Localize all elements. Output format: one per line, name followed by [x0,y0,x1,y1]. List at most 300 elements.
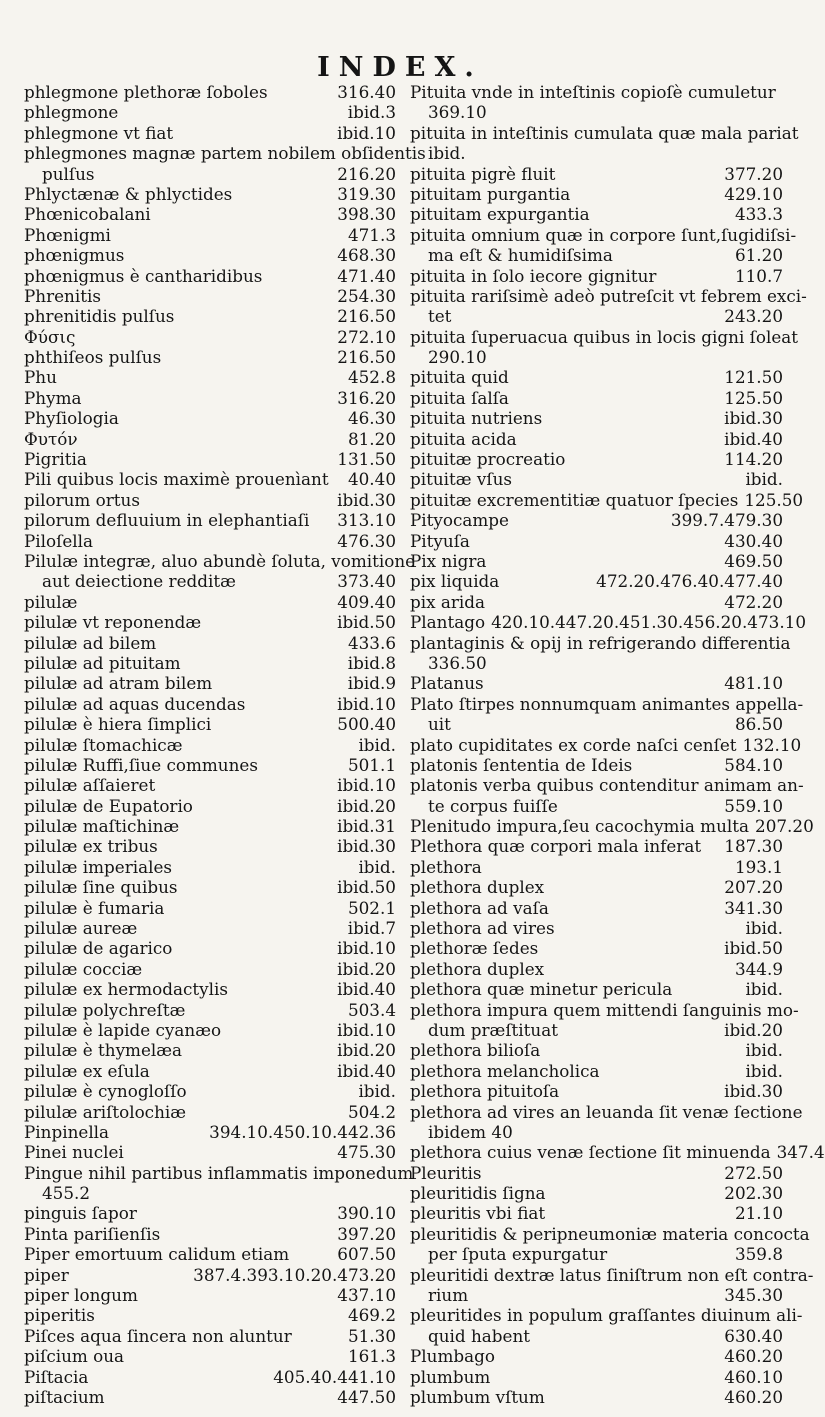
index-term: pituitam expurgantia [410,204,590,225]
page-reference: 460.10 [724,1366,783,1387]
index-term: plethora bilioſa [410,1040,541,1061]
index-entry [410,918,783,938]
page-reference: ibid.40 [724,428,783,449]
index-term: pituitam purgantia [410,183,571,204]
index-term: plantaginis & opij in refrigerando differentia [410,632,791,653]
index-term: piper [24,1264,69,1285]
page-reference: 630.40 [724,1325,783,1346]
index-entry [24,1061,396,1081]
page-reference: 344.9 [734,958,783,979]
index-entry [410,898,783,918]
index-entry [410,1183,783,1203]
page-reference: 272.50 [724,1162,783,1183]
index-term: pituita nutriens [410,408,543,429]
page-reference: ibid.50 [724,938,783,959]
page-reference: ibid.8 [347,652,396,673]
index-term: Phrenitis [24,285,101,306]
index-term: pilulæ polychreſtæ [24,999,186,1020]
index-term: pituita in ſolo iecore gignitur [410,265,657,286]
index-term: pleuritidi dextræ latus ſiniſtrum non eſt contra- [410,1264,814,1285]
index-entry [410,1326,783,1346]
page-reference [796,225,802,245]
index-entry [410,571,783,591]
index-entry [410,1285,783,1305]
page-reference: 131.50 [337,449,396,470]
index-entry [24,531,396,551]
index-entry [24,306,396,326]
index-entry [24,938,396,958]
index-term: Pinei nuclei [24,1142,124,1163]
index-entry [24,1183,396,1203]
index-term: plethora impura quem mittendi ſanguinis mo- [410,999,799,1020]
page-reference: 272.10 [337,326,396,347]
index-term: pilulæ è thymelæa [24,1040,183,1061]
index-entry [24,918,396,938]
index-entry [410,1346,783,1366]
index-entry [410,408,783,428]
index-term: Pinpinella [24,1121,110,1142]
index-entry [410,531,783,551]
index-term: pilulæ è cynogloſſo [24,1081,187,1102]
page-reference: 471.3 [347,224,396,245]
page-reference: ibid. [745,1060,783,1081]
page-reference: ibid.10 [337,693,396,714]
index-term: Plumbago [410,1346,495,1367]
page-reference: 377.20 [724,163,783,184]
index-term: piſtacium [24,1387,105,1407]
index-entry [24,735,396,755]
index-entry [410,612,807,633]
index-entry [410,285,807,306]
index-entry [410,632,791,653]
page-reference: 472.20.476.40.477.40 [596,571,783,592]
index-term: Phyma [24,387,82,408]
index-entry [24,714,396,734]
page-reference: 430.40 [724,530,783,551]
index-entry [24,1367,396,1387]
page-reference: 254.30 [337,285,396,306]
index-term: plethora ad vaſa [410,897,549,918]
index-term: Pilulæ integræ, aluo abundè ſoluta, vomitione [24,550,416,571]
index-term: Platanus [410,673,484,694]
index-term: Pingue nihil partibus inflammatis imponedum [24,1162,414,1183]
page-reference [804,775,810,795]
index-entry [410,959,783,979]
index-entry [24,327,396,347]
index-entry [24,266,396,286]
index-term: 455.2 [42,1183,91,1204]
page-reference: 216.50 [337,347,396,368]
index-entry [410,673,783,693]
index-term: Pleuritis [410,1162,482,1183]
index-term: Plenitudo impura,ſeu cacochymia multa [410,816,750,837]
index-term: pituita ſuperuacua quibus in locis gigni ſoleat [410,326,799,347]
index-entry [410,1020,783,1040]
index-entry [410,1264,814,1285]
page-reference: ibid.30 [724,408,783,429]
index-entry [410,1244,783,1264]
page-reference: 319.30 [337,183,396,204]
page-reference: 468.30 [337,245,396,266]
index-entry [410,592,783,612]
page-reference: 345.30 [724,1285,783,1306]
index-term: plethora [410,856,482,877]
index-entry [410,877,783,897]
index-entry [410,184,783,204]
page-reference: 405.40.441.10 [273,1366,396,1387]
page-reference: 347.4 [776,1142,825,1163]
page-reference [390,1183,396,1203]
index-term: Phlyctænæ & phlyctides [24,183,233,204]
index-entry [410,143,783,163]
index-entry [24,286,396,306]
page-reference [791,633,797,653]
index-entry [24,612,396,632]
index-term: pilulæ ad aquas ducendas [24,693,246,714]
page-reference: ibid.20 [337,795,396,816]
index-entry [24,388,396,408]
index-term: aut deiectione redditæ [42,571,236,592]
page-reference: ibid.3 [347,102,396,123]
index-entry [24,225,396,245]
index-term: plethora duplex [410,877,545,898]
index-term: pilulæ aſſaieret [24,775,156,796]
index-entry [410,857,783,877]
page-reference: ibid.31 [337,816,396,837]
page-reference: 420.10.447.20.451.30.456.20.473.10 [491,612,807,633]
page-reference: 193.1 [734,856,783,877]
index-term: uit [428,714,451,735]
index-entry [24,755,396,775]
index-term: phlegmone [24,102,119,123]
index-entry [24,1040,396,1060]
index-entry [410,796,783,816]
index-entry [410,1101,803,1122]
page-reference: 114.20 [724,449,783,470]
page-reference: ibid.20 [337,958,396,979]
page-reference [799,1000,805,1020]
index-term: 369.10 [428,102,487,123]
page-reference: 429.10 [724,183,783,204]
index-entry [410,367,783,387]
index-entry [24,1122,396,1142]
index-entry [24,877,396,897]
index-term: phœnigmus è cantharidibus [24,265,263,286]
index-term: pituitæ vſus [410,469,512,490]
page-reference: 476.30 [337,530,396,551]
page-reference: ibid.50 [337,877,396,898]
index-entry [410,489,804,510]
index-entry [24,1265,396,1285]
index-entry [24,1326,396,1346]
page-reference: ibid. [358,734,396,755]
page-reference [777,653,783,673]
page-reference: 500.40 [337,714,396,735]
index-term: plethora cuius venæ ſectione ſit minuenda [410,1142,771,1163]
index-entry [24,836,396,856]
index-entry [410,1223,810,1244]
page-reference: ibid.10 [337,122,396,143]
page-reference: ibid. [745,1040,783,1061]
index-term: Plethora quæ corpori mala inferat [410,836,702,857]
page-reference: 316.20 [337,387,396,408]
page-reference: 125.50 [744,489,804,510]
page-reference: 373.40 [337,571,396,592]
page-reference: 501.1 [347,754,396,775]
page-reference: 475.30 [337,1142,396,1163]
index-term: Pinta pariſienſis [24,1223,161,1244]
index-term: Φύσις [24,326,76,347]
index-entry [24,1387,396,1407]
page-reference [802,1305,808,1325]
index-term: plethora pituitoſa [410,1081,560,1102]
page-reference: 447.50 [337,1387,396,1407]
index-term: pilulæ de Eupatorio [24,795,193,816]
page-reference: 313.10 [337,510,396,531]
page-reference: 460.20 [724,1346,783,1367]
index-term: Plantago [410,612,486,633]
index-entry [24,490,396,510]
index-term: pleuritidis & peripneumoniæ materia concocta [410,1223,810,1244]
index-term: phrenitidis pulſus [24,306,175,327]
page-reference: 207.20 [724,877,783,898]
index-entry [410,1081,783,1101]
index-term: pilulæ è lapide cyanæo [24,1019,222,1040]
index-entry [24,449,396,469]
index-entry [24,204,396,224]
index-term: Phœnicobalani [24,204,151,225]
index-entry [410,1040,783,1060]
page-reference: ibid.9 [347,673,396,694]
index-term: pix liquida [410,571,500,592]
index-term: pilulæ [24,591,78,612]
index-term: pituita rariſsimè adeò putreſcit vt febrem exci- [410,285,807,306]
index-term: tet [428,306,452,327]
page-reference: 460.20 [724,1387,783,1407]
index-term: 336.50 [428,652,487,673]
page-reference: ibid. [745,979,783,1000]
index-entry [410,82,783,102]
page-reference: ibid.40 [337,979,396,1000]
index-entry [410,938,783,958]
index-entry [24,1346,396,1366]
index-entry [24,550,416,571]
index-term: pilulæ maſtichinæ [24,816,180,837]
page-reference: 469.50 [724,550,783,571]
page-reference: 316.40 [337,82,396,102]
index-term: 290.10 [428,347,487,368]
index-entry [410,999,799,1020]
index-entry [24,367,396,387]
page-reference: 584.10 [724,754,783,775]
index-entry [410,1387,783,1407]
index-term: plethora melancholica [410,1060,600,1081]
page-reference [777,1122,783,1142]
index-entry [24,429,396,449]
index-entry [24,857,396,877]
page-reference: 502.1 [347,897,396,918]
page-reference: 81.20 [347,428,396,449]
page-reference [777,102,783,122]
index-entry [24,1305,396,1325]
index-entry [24,1081,396,1101]
index-term: phlegmone vt fiat [24,122,174,143]
index-term: piper longum [24,1285,138,1306]
index-entry [410,836,783,856]
index-entry [410,816,814,837]
page-reference: 390.10 [337,1203,396,1224]
page-reference: 207.20 [755,816,814,837]
index-term: Phu [24,367,57,388]
index-term: pilulæ ex tribus [24,836,158,857]
index-entry [410,449,783,469]
index-entry [24,164,396,184]
page-reference [798,327,804,347]
page-header: INDEX. [317,52,483,83]
index-term: pituita pigrè fluit [410,163,556,184]
page-reference: 471.40 [337,265,396,286]
index-term: pleuritis vbi fiat [410,1203,546,1224]
index-term: Pituita vnde in inteſtinis copioſè cumuletur [410,82,776,102]
index-term: plumbum [410,1366,491,1387]
page-reference: 504.2 [347,1101,396,1122]
page-reference: ibid.50 [337,612,396,633]
page-reference: 161.3 [347,1346,396,1367]
page-reference: ibid.10 [337,775,396,796]
index-term: Phyſiologia [24,408,119,429]
index-term: pituita quid [410,367,509,388]
index-term: Phœnigmi [24,224,111,245]
index-entry [410,551,783,571]
index-entry [24,1142,396,1162]
index-term: pilulæ ariſtolochiæ [24,1101,187,1122]
page-reference: ibid.7 [347,918,396,939]
index-entry [24,102,396,122]
page-reference: 125.50 [724,387,783,408]
index-term: pilulæ Ruffi,ſiue communes [24,754,258,775]
index-entry [410,224,797,245]
index-term: pleuritides in populum graſſantes diuinum ali- [410,1305,803,1326]
page-reference: ibid.10 [337,938,396,959]
page-reference: 341.30 [724,897,783,918]
index-entry [410,653,783,673]
page-reference: 559.10 [724,795,783,816]
index-term: Piſces aqua ſincera non aluntur [24,1325,292,1346]
page-reference: 132.10 [742,734,802,755]
index-term: pilulæ ex hermodactylis [24,979,228,1000]
index-entry [24,1020,396,1040]
index-term: platonis ſententia de Ideis [410,754,633,775]
index-term: pituita acida [410,428,517,449]
index-entry [410,1142,825,1163]
page-reference: 243.20 [724,306,783,327]
index-term: platonis verba quibus contenditur animam an- [410,775,804,796]
index-entry [410,306,783,326]
index-entry [24,775,396,795]
index-entry [410,755,783,775]
index-term: pilulæ cocciæ [24,958,143,979]
page-reference: 359.8 [734,1244,783,1265]
index-term: pilulæ ad atram bilem [24,673,213,694]
index-entry [410,1305,803,1326]
page-reference: 399.7.479.30 [670,510,783,531]
index-entry [410,714,783,734]
page-reference: 61.20 [734,245,783,266]
page-reference [798,123,804,143]
index-term: pinguis ſapor [24,1203,137,1224]
page-reference [807,286,813,306]
index-entry [410,266,783,286]
page-reference [777,347,783,367]
page-reference: ibid. [358,1081,396,1102]
index-term: plumbum vſtum [410,1387,545,1407]
left-column [24,82,426,1407]
index-entry [410,388,783,408]
index-term: Pityuſa [410,530,470,551]
index-term: pleuritidis ſigna [410,1183,546,1204]
index-entry [24,592,396,612]
page-reference: 40.40 [347,469,396,490]
page-reference: ibid.30 [724,1081,783,1102]
index-entry [24,959,396,979]
page-reference: 503.4 [347,999,396,1020]
index-entry [410,693,804,714]
index-entry [24,571,396,591]
index-term: rium [428,1285,469,1306]
page-reference [777,82,783,102]
page-reference: 409.40 [337,591,396,612]
right-column [410,82,825,1407]
index-term: pituita in inteſtinis cumulata quæ mala pariat [410,122,799,143]
index-entry [410,164,783,184]
index-entry [410,102,783,122]
page-reference: 46.30 [347,408,396,429]
page-reference: 216.50 [337,306,396,327]
index-entry [24,653,396,673]
page-reference [810,1224,816,1244]
index-term: pilulæ è hiera ſimplici [24,714,212,735]
index-entry [410,1163,783,1183]
index-term: Piſtacia [24,1366,89,1387]
page-reference: 387.4.393.10.20.473.20 [193,1264,396,1285]
index-term: Pix nigra [410,550,487,571]
page-reference: 202.30 [724,1183,783,1204]
index-term: plethora quæ minetur pericula [410,979,673,1000]
page-reference: ibid.20 [337,1040,396,1061]
index-term: pilulæ ad bilem [24,632,157,653]
index-entry [410,326,799,347]
index-term: dum præſtituat [428,1019,558,1040]
index-entry [24,1285,396,1305]
index-entry [24,796,396,816]
index-entry [24,347,396,367]
page-reference: 397.20 [337,1223,396,1244]
index-term: phthiſeos pulſus [24,347,162,368]
page-reference [777,143,783,163]
index-term: pituita omnium quæ in corpore ſunt,ſugidiſsi- [410,224,797,245]
page-reference: 187.30 [724,836,783,857]
index-entry [24,816,396,836]
index-term: phœnigmus [24,245,125,266]
page-reference: ibid.40 [337,1060,396,1081]
index-term: pilulæ ſtomachicæ [24,734,183,755]
page-reference: 216.20 [337,163,396,184]
index-entry [410,347,783,367]
index-entry [24,633,396,653]
index-entry [24,1102,396,1122]
index-term: pilulæ ex eſula [24,1060,150,1081]
page-reference: ibid.20 [724,1019,783,1040]
